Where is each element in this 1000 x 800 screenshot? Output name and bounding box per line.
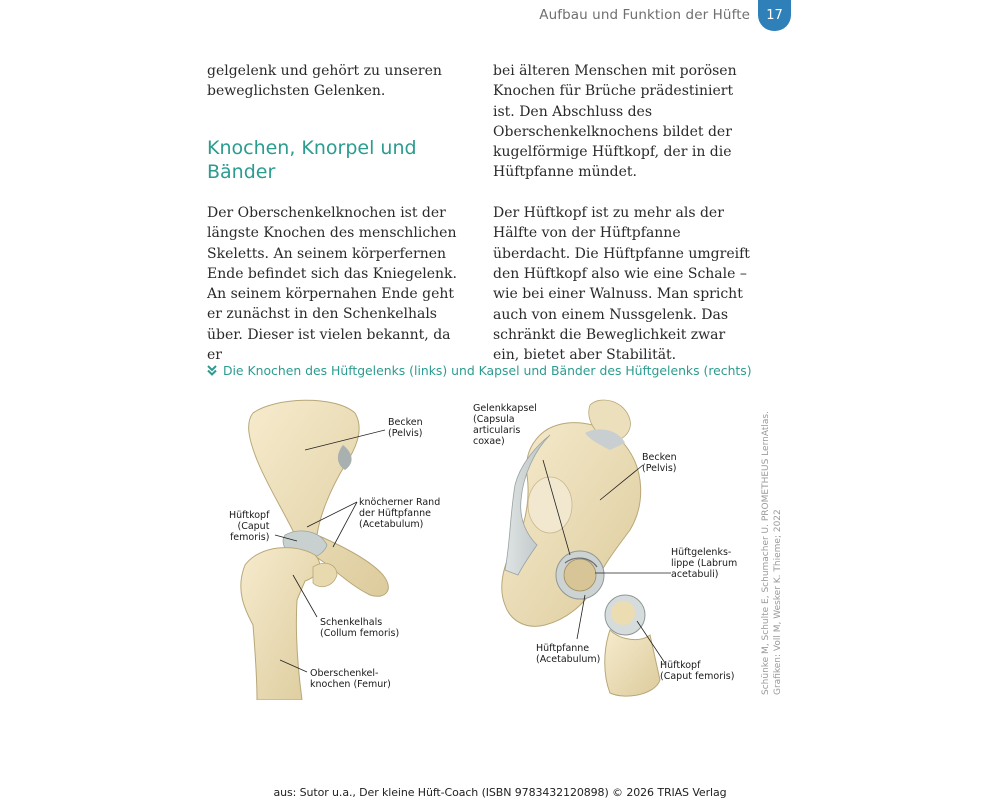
image-credit-line-2: Grafiken: Voll M, Wesker K. Thieme; 2022: [773, 509, 783, 695]
label-left-femur: Oberschenkel- knochen (Femur): [310, 668, 391, 690]
label-right-hueftpfanne: Hüftpfanne (Acetabulum): [536, 643, 601, 665]
left-intro-text: [207, 61, 462, 102]
label-right-labrum: Hüftgelenks- lippe (Labrum acetabuli): [671, 547, 738, 580]
right-column-text: [493, 61, 755, 365]
left-paragraph: Der Oberschenkelknochen ist der längste Knochen des menschlichen Skeletts. An seinem körperfernen Ende befindet sich das Kniegelenk. An seinem körpernahen Ende geht er zunächst in den Schenkelhals über. Dieser ist vielen bekannt, da er: [207, 205, 457, 364]
label-left-hueftkopf: Hüftkopf (Caput femoris): [229, 510, 270, 543]
right-paragraph-2: Der Hüftkopf ist zu mehr als der Hälfte von der Hüftpfanne überdacht. Die Hüftpfanne umgreift den Hüftkopf also wie eine Schale – wie bei einer Walnuss. Man spricht auch von einem Nussgelenk. Das schränkt die Beweglichkeit zwar ein, bietet aber Stabilität.: [493, 205, 750, 364]
figure-caption: [207, 363, 767, 379]
label-left-schenkelhals: Schenkelhals (Collum femoris): [320, 617, 400, 639]
label-left-becken: Becken (Pelvis): [388, 417, 423, 439]
figure-caption-text: Die Knochen des Hüftgelenks (links) und Kapsel und Bänder des Hüftgelenks (rechts): [222, 363, 752, 378]
left-column-text: [207, 203, 463, 365]
page-footer: aus: Sutor u.a., Der kleine Hüft-Coach (ISBN 9783432120898) © 2026 TRIAS Verlag: [273, 786, 727, 799]
label-right-hueftkopf: Hüftkopf (Caput femoris): [660, 660, 735, 682]
section-heading: Knochen, Knorpel und Bänder: [207, 137, 417, 183]
image-credit: [760, 411, 790, 695]
running-title: Aufbau und Funktion der Hüfte: [539, 7, 750, 23]
page-number-badge: 17: [758, 0, 791, 31]
right-paragraph-1: bei älteren Menschen mit porösen Knochen für Brüche prädestiniert ist. Den Abschluss des Oberschenkelknochens bildet der kugelförmige Hüftkopf, der in die Hüftpfanne mündet.: [493, 63, 737, 181]
label-right-gelenkkapsel: Gelenkkapsel (Capsula articularis coxae): [473, 403, 537, 447]
left-hip-bone-illustration: [241, 400, 389, 700]
label-right-becken: Becken (Pelvis): [642, 452, 677, 474]
image-credit-line-1: Schünke M, Schulte E, Schumacher U. PROMETHEUS LernAtlas.: [761, 411, 771, 695]
left-intro-paragraph: gelgelenk und gehört zu unseren beweglichsten Gelenken.: [207, 63, 442, 100]
label-left-acetabulum-rim: knöcherner Rand der Hüftpfanne (Acetabulum): [359, 497, 441, 530]
double-chevron-down-icon: [207, 364, 219, 379]
